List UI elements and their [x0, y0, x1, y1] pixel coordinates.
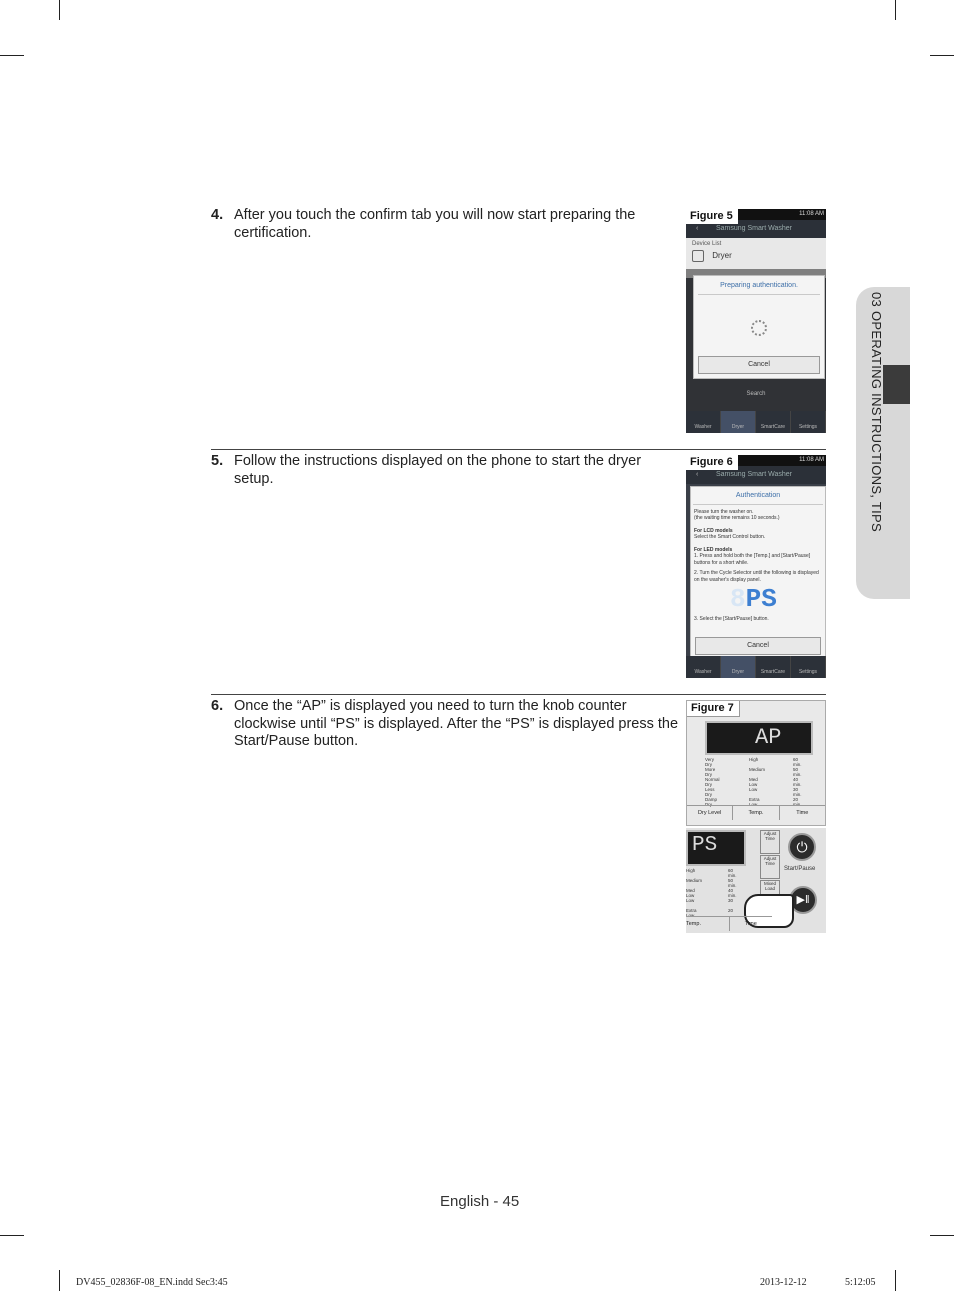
- figure-5-phone-screenshot: [686, 209, 826, 433]
- device-list-label: Device List: [692, 241, 722, 247]
- crop-mark: [59, 0, 60, 20]
- chapter-title: 03 OPERATING INSTRUCTIONS, TIPS: [869, 292, 884, 532]
- button-label: Adjust Time: [763, 856, 777, 866]
- back-icon: ‹: [696, 471, 699, 478]
- tab-settings[interactable]: Settings: [791, 411, 826, 433]
- page-number: English - 45: [440, 1193, 520, 1210]
- option-less-dry: Less Dry: [705, 787, 715, 797]
- crop-mark: [895, 1270, 896, 1291]
- tab-dryer[interactable]: Dryer: [721, 656, 756, 678]
- title-divider: [698, 294, 820, 295]
- step-5: [211, 453, 681, 488]
- tab-dryer[interactable]: Dryer: [721, 411, 756, 433]
- crop-mark: [0, 1235, 24, 1236]
- bottom-tab-bar: [686, 656, 826, 678]
- step-text: After you touch the confirm tab you will now start preparing the certification.: [234, 207, 636, 241]
- dry-level-button[interactable]: Dry Level: [687, 806, 733, 820]
- option-20-min: 20 min.: [793, 797, 802, 807]
- option-low: Low: [686, 898, 695, 903]
- lcd-instruction: Select the Smart Control button.: [694, 534, 766, 540]
- power-button[interactable]: [788, 833, 816, 861]
- instruction-line: (the waiting time remains 10 seconds.): [694, 515, 780, 521]
- chapter-marker: [883, 365, 910, 404]
- led-instruction: 3. Select the [Start/Pause] button.: [694, 616, 769, 622]
- figure-label: Figure 5: [686, 209, 738, 224]
- ps-code: PS: [745, 584, 777, 614]
- option-damp-dry: Damp Dry: [705, 797, 718, 807]
- lcd-code: PS: [692, 834, 718, 857]
- figure-7-control-panel-ps: [686, 828, 826, 933]
- crop-mark: [930, 1235, 954, 1236]
- step-number: 6.: [211, 698, 224, 714]
- led-heading: For LED models: [694, 546, 733, 553]
- lcd-code: AP: [755, 725, 782, 750]
- tab-settings[interactable]: Settings: [791, 656, 826, 678]
- slug-file: DV455_02836F-08_EN.indd Sec3:45: [76, 1277, 228, 1288]
- spinner-icon: [751, 320, 767, 336]
- crop-mark: [0, 55, 24, 56]
- dialog-body: [691, 509, 825, 623]
- adjust-time-up-button[interactable]: [760, 830, 780, 854]
- start-pause-label: Start/Pause: [784, 866, 816, 872]
- status-bar: 11:08 AM: [686, 209, 826, 220]
- adjust-time-down-button[interactable]: [760, 855, 780, 879]
- dialog-title: Preparing authentication.: [720, 282, 798, 289]
- step-text: Once the “AP” is displayed you need to turn the knob counter clockwise until “PS” is displayed. After the “PS” is displayed press the Start/Pause button.: [234, 698, 679, 749]
- option-60-min: 60 min.: [793, 757, 802, 767]
- bottom-button-row: [686, 916, 772, 931]
- option-50-min: 50 min.: [728, 878, 737, 888]
- instruction-line: Please turn the washer on.: [694, 508, 754, 515]
- option-extra-low: Extra Low: [686, 908, 697, 918]
- option-40-min: 40 min.: [728, 888, 737, 898]
- panel-button-row: [687, 805, 825, 820]
- option-more-dry: More Dry: [705, 767, 716, 777]
- section-divider: [211, 449, 826, 450]
- play-pause-icon: ▶‖: [796, 894, 810, 906]
- option-50-min: 50 min.: [793, 767, 802, 777]
- step-6: [211, 698, 681, 751]
- step-4: [211, 207, 681, 242]
- device-name: Dryer: [712, 251, 732, 261]
- lcd-heading: For LCD models: [694, 527, 733, 534]
- ps-display-graphic: [730, 586, 822, 612]
- tab-smartcare[interactable]: SmartCare: [756, 656, 791, 678]
- search-button[interactable]: Search: [746, 391, 766, 397]
- option-very-dry: Very Dry: [705, 757, 715, 767]
- crop-mark: [930, 55, 954, 56]
- device-item[interactable]: [692, 250, 732, 262]
- app-title: Samsung Smart Washer: [716, 471, 792, 478]
- section-divider: [211, 694, 826, 695]
- step-number: 5.: [211, 453, 224, 469]
- button-label: Adjust Time: [763, 831, 777, 841]
- tab-washer[interactable]: Washer: [686, 411, 721, 433]
- option-high: High: [749, 757, 759, 762]
- back-icon: ‹: [696, 225, 699, 232]
- time-button[interactable]: Time: [744, 921, 757, 927]
- bottom-tab-bar: [686, 411, 826, 433]
- temp-button[interactable]: Temp.: [686, 917, 730, 931]
- option-20-min: 20: [728, 908, 734, 913]
- option-60-min: 60 min.: [728, 868, 737, 878]
- figure-label: Figure 6: [686, 455, 738, 470]
- time-button[interactable]: Time: [796, 810, 809, 816]
- led-instruction: 1. Press and hold both the [Temp.] and [Start/Pause] buttons for a short while.: [694, 553, 811, 566]
- option-30-min: 30: [728, 898, 734, 903]
- figure-6-phone-screenshot: [686, 455, 826, 678]
- lcd-display-ps: [686, 830, 746, 866]
- title-divider: [693, 504, 823, 505]
- button-label: Mixed Load: [763, 881, 776, 891]
- blank-segment: 8: [730, 584, 746, 614]
- option-30-min: 30 min.: [793, 787, 802, 797]
- option-medium: Medium: [749, 767, 766, 772]
- dialog-title: Authentication: [735, 492, 781, 499]
- cancel-button[interactable]: Cancel: [695, 637, 821, 655]
- step-number: 4.: [211, 207, 224, 223]
- temp-button[interactable]: Temp.: [733, 806, 779, 820]
- authentication-dialog: [690, 486, 826, 658]
- option-med-low: Med Low: [749, 777, 758, 787]
- option-med-low: Med Low: [686, 888, 695, 898]
- option-extra-low: Extra Low: [749, 797, 760, 807]
- option-medium: Medium: [686, 878, 703, 883]
- step-text: Follow the instructions displayed on the phone to start the dryer setup.: [234, 453, 642, 487]
- option-normal-dry: Normal Dry: [705, 777, 720, 787]
- slug-time: 5:12:05: [845, 1277, 876, 1288]
- figure-label: Figure 7: [687, 701, 740, 717]
- crop-mark: [59, 1270, 60, 1291]
- slug-date: 2013-12-12: [760, 1277, 807, 1288]
- tab-smartcare[interactable]: SmartCare: [756, 411, 791, 433]
- crop-mark: [895, 0, 896, 20]
- lcd-display-ap: [705, 721, 813, 755]
- cancel-button[interactable]: Cancel: [698, 356, 820, 374]
- status-bar: 11:08 AM: [686, 455, 826, 466]
- option-high: High: [686, 868, 696, 873]
- preparing-dialog: [693, 275, 825, 379]
- option-40-min: 40 min.: [793, 777, 802, 787]
- option-low: Low: [749, 787, 758, 792]
- power-icon: ⏻: [796, 839, 808, 855]
- led-instruction: 2. Turn the Cycle Selector until the following is displayed on the washer's display panel.: [694, 570, 819, 583]
- figure-7-control-panel-ap: [686, 700, 826, 826]
- dryer-icon: [692, 250, 704, 262]
- tab-washer[interactable]: Washer: [686, 656, 721, 678]
- app-title: Samsung Smart Washer: [716, 225, 792, 232]
